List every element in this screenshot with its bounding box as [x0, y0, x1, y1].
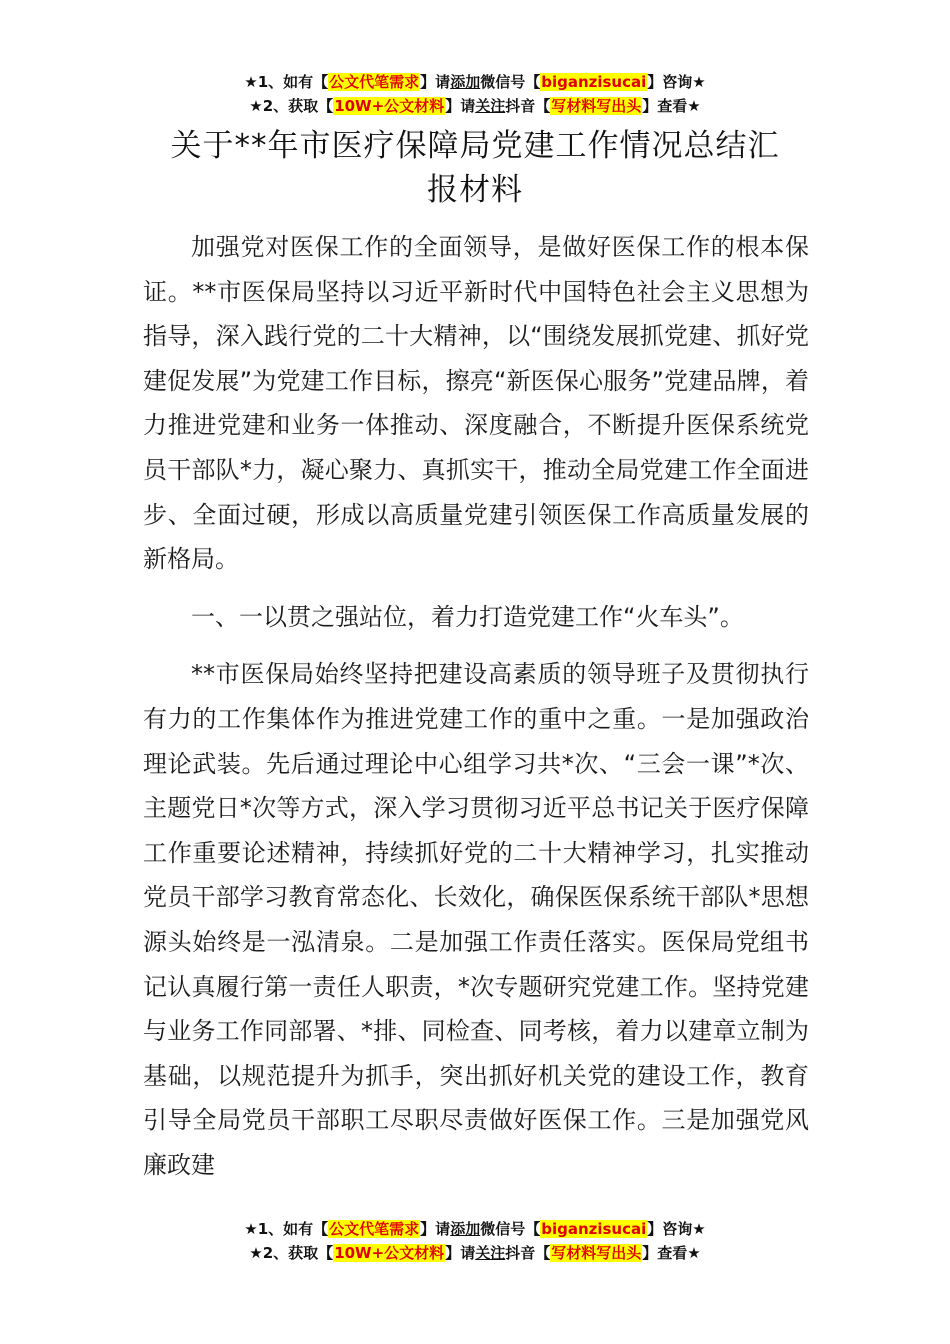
banner-highlight: biganzisucai [541, 73, 647, 91]
banner-text: 抖音【 [505, 1244, 551, 1262]
document-title [140, 124, 810, 212]
body-paragraph: 加强党对医保工作的全面领导，是做好医保工作的根本保证。**市医保局坚持以习近平新时代中国特色社会主义思想为指导，深入践行党的二十大精神，以“围绕发展抓党建、抓好党建促发展”为党建工作目标，擦亮“新医保心服务”党建品牌，着力推进党建和业务一体推动、深度融合，不断提升医保系统党员干部队*力，凝心聚力、真抓实干，推动全局党建工作全面进步、全面过硬，形成以高质量党建引领医保工作高质量发展的新格局。 [143, 233, 809, 574]
footer-banner [0, 1217, 950, 1265]
banner-text: 】请 [420, 73, 451, 91]
banner-underline: 关注 [475, 1244, 506, 1262]
banner-text: ★1、如有【 [244, 73, 329, 91]
banner-text: 微信号【 [480, 1220, 541, 1238]
banner-text: 】咨询★ [647, 73, 706, 91]
banner-highlight: 公文代笔需求 [329, 73, 420, 91]
header-banner [0, 70, 950, 118]
banner-highlight: biganzisucai [541, 1220, 647, 1238]
banner-line-2 [0, 1241, 950, 1265]
document-body [143, 225, 809, 1200]
banner-line-1 [0, 70, 950, 94]
banner-highlight: 写材料写出头 [551, 97, 642, 115]
banner-text: 】请 [445, 1244, 476, 1262]
banner-text: 】咨询★ [647, 1220, 706, 1238]
body-paragraph: **市医保局始终坚持把建设高素质的领导班子及贯彻执行有力的工作集体作为推进党建工作的重中之重。一是加强政治理论武装。先后通过理论中心组学习共*次、“三会一课”*次、主题党日*次等方式，深入学习贯彻习近平总书记关于医疗保障工作重要论述精神，持续抓好党的二十大精神学习，扎实推动党员干部学习教育常态化、长效化，确保医保系统干部队*思想源头始终是一泓清泉。二是加强工作责任落实。医保局党组书记认真履行第一责任人职责，*次专题研究党建工作。坚持党建与业务工作同部署、*排、同检查、同考核，着力以建章立制为基础，以规范提升为抓手，突出抓好机关党的建设工作，教育引导全局党员干部职工尽职尽责做好医保工作。三是加强党风廉政建 [143, 660, 809, 1179]
banner-text: ★1、如有【 [244, 1220, 329, 1238]
banner-text: 】查看★ [642, 97, 701, 115]
banner-line-2 [0, 94, 950, 118]
banner-text: 】查看★ [642, 1244, 701, 1262]
title-line-2: 报材料 [427, 172, 523, 208]
banner-underline: 关注 [475, 97, 506, 115]
banner-highlight: 写材料写出头 [551, 1244, 642, 1262]
banner-highlight: 10W+公文材料 [334, 1244, 445, 1262]
banner-underline: 添加 [450, 73, 481, 91]
banner-text: ★2、获取【 [249, 97, 334, 115]
banner-text: 抖音【 [505, 97, 551, 115]
banner-highlight: 10W+公文材料 [334, 97, 445, 115]
title-line-1: 关于**年市医疗保障局党建工作情况总结汇 [170, 128, 780, 164]
banner-text: ★2、获取【 [249, 1244, 334, 1262]
section-heading: 一、一以贯之强站位，着力打造党建工作“火车头”。 [191, 602, 744, 631]
banner-highlight: 公文代笔需求 [329, 1220, 420, 1238]
banner-text: 】请 [445, 97, 476, 115]
banner-underline: 添加 [450, 1220, 481, 1238]
banner-text: 微信号【 [480, 73, 541, 91]
banner-text: 】请 [420, 1220, 451, 1238]
banner-line-1 [0, 1217, 950, 1241]
